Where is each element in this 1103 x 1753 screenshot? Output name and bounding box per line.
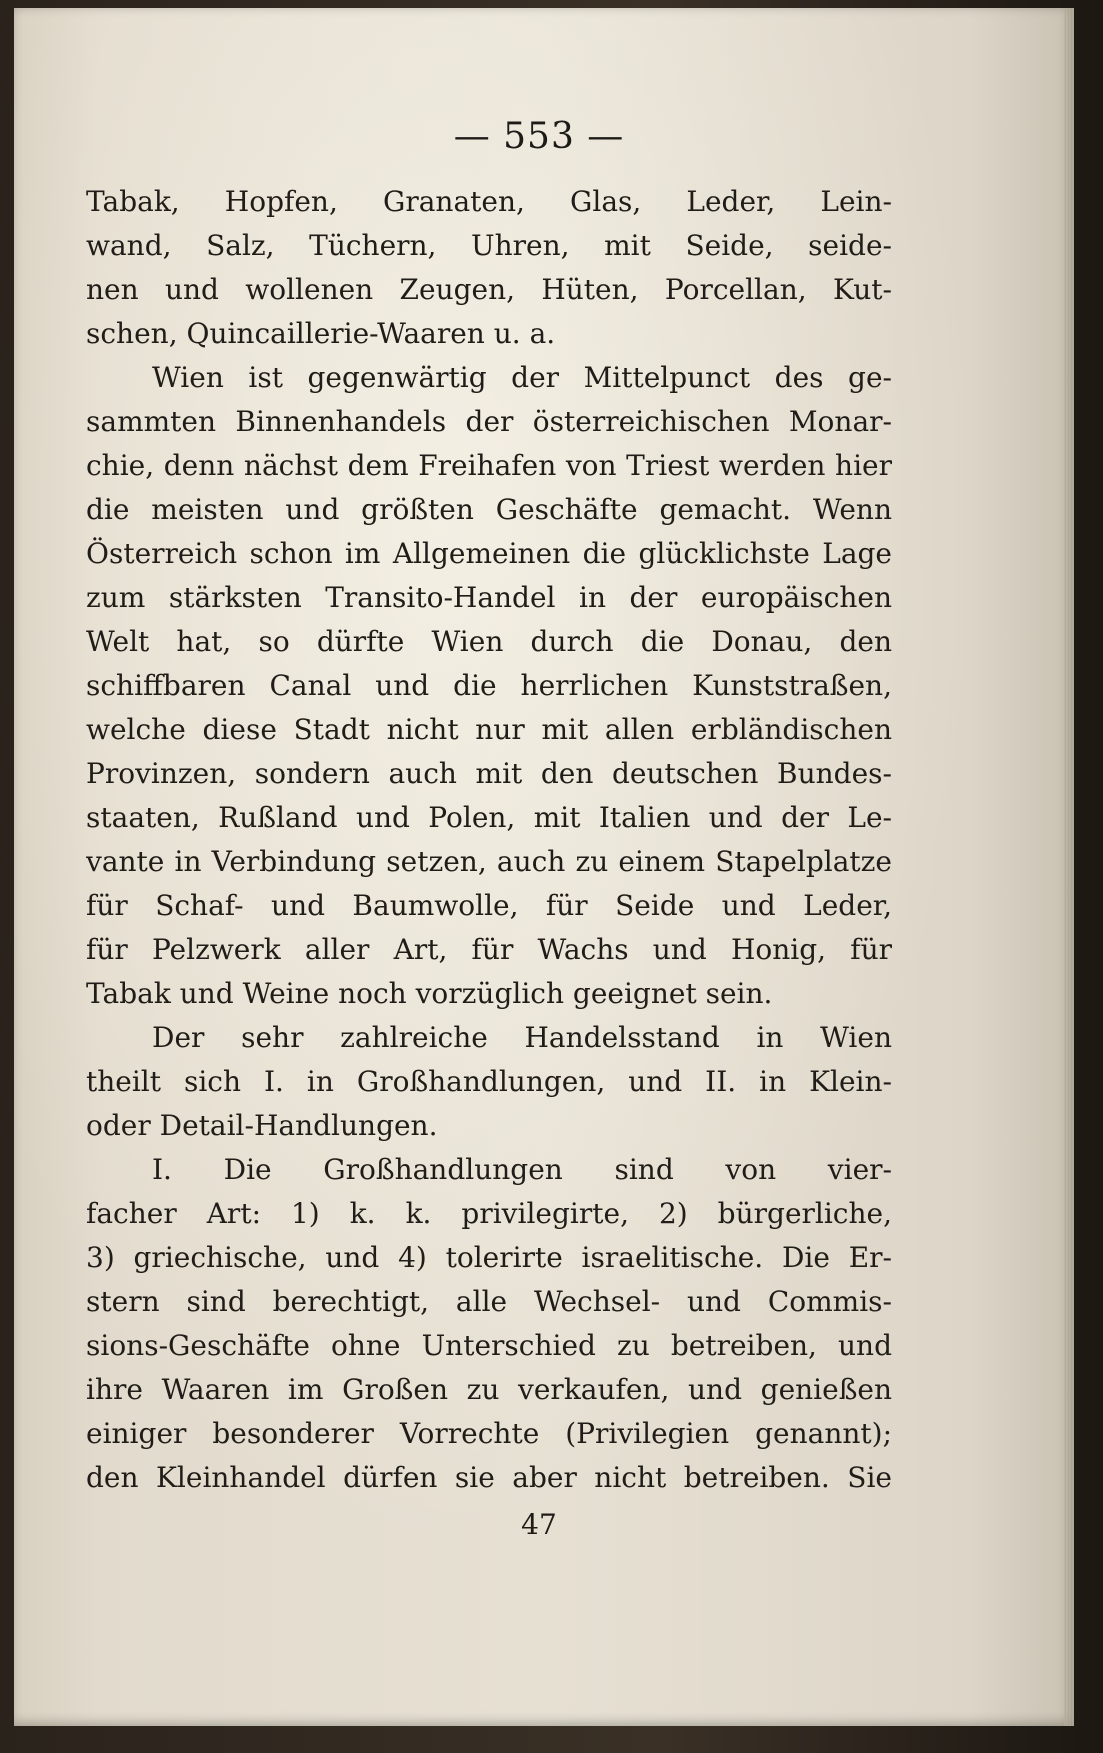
- text-line: wand, Salz, Tüchern, Uhren, mit Seide, seide-: [86, 229, 892, 262]
- text-line: zum stärksten Transito-Handel in der europäischen: [86, 581, 892, 614]
- text-line: 3) griechische, und 4) tolerirte israelitische. Die Er-: [86, 1241, 892, 1274]
- book-page: [14, 8, 1074, 1726]
- body-text: [86, 180, 892, 1500]
- text-line: theilt sich I. in Großhandlungen, und II. in Klein-: [86, 1065, 892, 1098]
- text-line: ihre Waaren im Großen zu verkaufen, und genießen: [86, 1373, 892, 1406]
- text-line: sions-Geschäfte ohne Unterschied zu betreiben, und: [86, 1329, 892, 1362]
- text-line: Tabak und Weine noch vorzüglich geeignet sein.: [86, 977, 773, 1010]
- text-line: Provinzen, sondern auch mit den deutschen Bundes-: [86, 757, 892, 790]
- text-line: welche diese Stadt nicht nur mit allen erbländischen: [86, 713, 892, 746]
- text-line: facher Art: 1) k. k. privilegirte, 2) bürgerliche,: [86, 1197, 892, 1230]
- text-line: schiffbaren Canal und die herrlichen Kunststraßen,: [86, 669, 892, 702]
- text-line: Der sehr zahlreiche Handelsstand in Wien: [152, 1021, 892, 1054]
- text-line: für Schaf- und Baumwolle, für Seide und Leder,: [86, 889, 892, 922]
- text-line: Welt hat, so dürfte Wien durch die Donau, den: [86, 625, 892, 658]
- text-line: stern sind berechtigt, alle Wechsel- und Commis-: [86, 1285, 892, 1318]
- text-line: chie, denn nächst dem Freihafen von Triest werden hier: [86, 449, 892, 482]
- text-line: schen, Quincaillerie-Waaren u. a.: [86, 317, 556, 350]
- text-line: Österreich schon im Allgemeinen die glücklichste Lage: [86, 537, 892, 570]
- text-line: einiger besonderer Vorrechte (Privilegien genannt);: [86, 1417, 892, 1450]
- text-line: oder Detail-Handlungen.: [86, 1109, 438, 1142]
- text-line: vante in Verbindung setzen, auch zu einem Stapelplatze: [86, 845, 892, 878]
- text-line: für Pelzwerk aller Art, für Wachs und Honig, für: [86, 933, 892, 966]
- text-line: Tabak, Hopfen, Granaten, Glas, Leder, Lein-: [86, 185, 892, 218]
- page-edge: [1064, 8, 1074, 1726]
- text-line: sammten Binnenhandels der österreichischen Monar-: [86, 405, 892, 438]
- text-line: nen und wollenen Zeugen, Hüten, Porcellan, Kut-: [86, 273, 892, 306]
- text-line: Wien ist gegenwärtig der Mittelpunct des ge-: [152, 361, 892, 394]
- text-line: die meisten und größten Geschäfte gemacht. Wenn: [86, 493, 892, 526]
- text-line: I. Die Großhandlungen sind von vier-: [152, 1153, 892, 1186]
- text-line: den Kleinhandel dürfen sie aber nicht betreiben. Sie: [86, 1461, 892, 1494]
- printer-signature-mark: 47: [521, 1508, 557, 1541]
- text-line: staaten, Rußland und Polen, mit Italien und der Le-: [86, 801, 892, 834]
- page-number: — 553 —: [453, 116, 625, 157]
